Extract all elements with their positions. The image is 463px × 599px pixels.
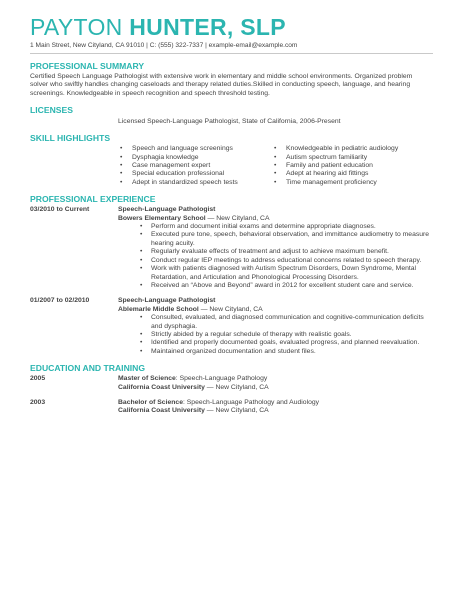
- job-bullets: [118, 314, 433, 356]
- job-entry: [30, 206, 433, 290]
- education-location: — New Cityland, CA: [204, 383, 269, 391]
- job-bullet: • Received an “Above and Beyond” award in 2012 for excellent student care and service.: [140, 282, 433, 290]
- education-field: : Speech-Language Pathology and Audiology: [182, 398, 320, 406]
- job-bullet: • Maintained organized documentation and student files.: [140, 348, 433, 356]
- skill-item: • Knowledgeable in pediatric audiology: [272, 145, 422, 153]
- education-year: 2003: [30, 398, 46, 406]
- education-details: [118, 375, 433, 392]
- job-title: Speech-Language Pathologist: [118, 206, 216, 214]
- summary-heading: PROFESSIONAL SUMMARY: [30, 61, 145, 71]
- education-entry: [30, 399, 433, 416]
- job-company: Ablemarle Middle School: [118, 305, 199, 313]
- education-entry: [30, 375, 433, 392]
- job-bullet: • Identified and properly documented goals, evaluated progress, and planned reevaluation.: [140, 339, 433, 347]
- job-bullet: • Perform and document initial exams and determine appropriate diagnoses.: [140, 223, 433, 231]
- job-bullet: • Work with patients diagnosed with Autism Spectrum Disorders, Down Syndrome, Mental Retardation, and Articulation and Phonological Processing Disorders.: [140, 265, 433, 282]
- job-dates: 03/2010 to Current: [30, 206, 90, 214]
- contact-line: 1 Main Street, New Cityland, CA 91010 | C: (555) 322-7337 | example-email@example.com: [30, 42, 298, 49]
- skill-item: • Speech and language screenings: [118, 145, 258, 153]
- first-name: PAYTON: [30, 14, 123, 40]
- last-name: HUNTER, SLP: [129, 14, 286, 40]
- education-field: : Speech-Language Pathology: [175, 375, 268, 383]
- job-details: [118, 297, 433, 356]
- skill-item: • Adept at hearing aid fittings: [272, 170, 422, 178]
- experience-heading: PROFESSIONAL EXPERIENCE: [30, 194, 156, 205]
- skills-list: [30, 145, 433, 187]
- education-school: California Coast University: [118, 407, 205, 415]
- skill-item: • Time management proficiency: [272, 179, 422, 187]
- skill-item: • Dysphagia knowledge: [118, 154, 258, 162]
- education-heading: EDUCATION AND TRAINING: [30, 363, 146, 374]
- skills-heading: SKILL HIGHLIGHTS: [30, 133, 111, 144]
- education-degree: Bachelor of Science: [118, 398, 183, 406]
- job-dates: 01/2007 to 02/2010: [30, 297, 90, 305]
- skill-item: • Family and patient education: [272, 162, 422, 170]
- skills-column-1: [118, 145, 258, 187]
- job-company: Bowers Elementary School: [118, 214, 206, 222]
- summary-text: Certified Speech Language Pathologist with extensive work in elementary and middle school environments. Organized problem solver who swiftly handles changing caseloads and therapy related duties.Skilled in conducting speech, language, and hearing screenings. Knowledgeable in speech recognition and speech threshold testing.: [30, 73, 413, 97]
- education-degree: Master of Science: [118, 375, 176, 383]
- job-location: — New Cityland, CA: [205, 214, 270, 222]
- job-company-line: [118, 306, 433, 314]
- education-degree-line: [118, 399, 433, 407]
- job-bullets: [118, 223, 433, 290]
- job-details: [118, 206, 433, 290]
- job-title: Speech-Language Pathologist: [118, 297, 216, 305]
- job-bullet: • Strictly abided by a regular schedule of therapy with realistic goals.: [140, 331, 433, 339]
- job-location: — New Cityland, CA: [198, 305, 263, 313]
- job-bullet: • Consulted, evaluated, and diagnosed communication and cognitive-communication deficits and dysphagia.: [140, 314, 433, 331]
- licenses-heading: LICENSES: [30, 105, 73, 116]
- job-bullet: • Regularly evaluate effects of treatment and adjust to achieve maximum benefit.: [140, 248, 433, 256]
- header-divider: [30, 53, 433, 54]
- education-degree-line: [118, 375, 433, 383]
- education-school: California Coast University: [118, 383, 205, 391]
- job-bullet: • Conduct regular IEP meetings to address educational concerns related to speech therapy.: [140, 257, 433, 265]
- education-school-line: [118, 384, 433, 392]
- job-bullet: • Executed pure tone, speech, behavioral observation, and immittance audiometry to measure hearing acuity.: [140, 231, 433, 248]
- skill-item: • Case management expert: [118, 162, 258, 170]
- skill-item: • Special education professional: [118, 170, 258, 178]
- licenses-text: Licensed Speech-Language Pathologist, State of California, 2006-Present: [118, 118, 341, 126]
- education-details: [118, 399, 433, 416]
- education-school-line: [118, 407, 433, 415]
- education-year: 2005: [30, 375, 46, 383]
- job-company-line: [118, 215, 433, 223]
- job-entry: [30, 297, 433, 356]
- skill-item: • Adept in standardized speech tests: [118, 179, 258, 187]
- candidate-name: [30, 14, 433, 40]
- education-location: — New Cityland, CA: [204, 407, 269, 415]
- skills-column-2: [272, 145, 422, 187]
- skill-item: • Autism spectrum familiarity: [272, 154, 422, 162]
